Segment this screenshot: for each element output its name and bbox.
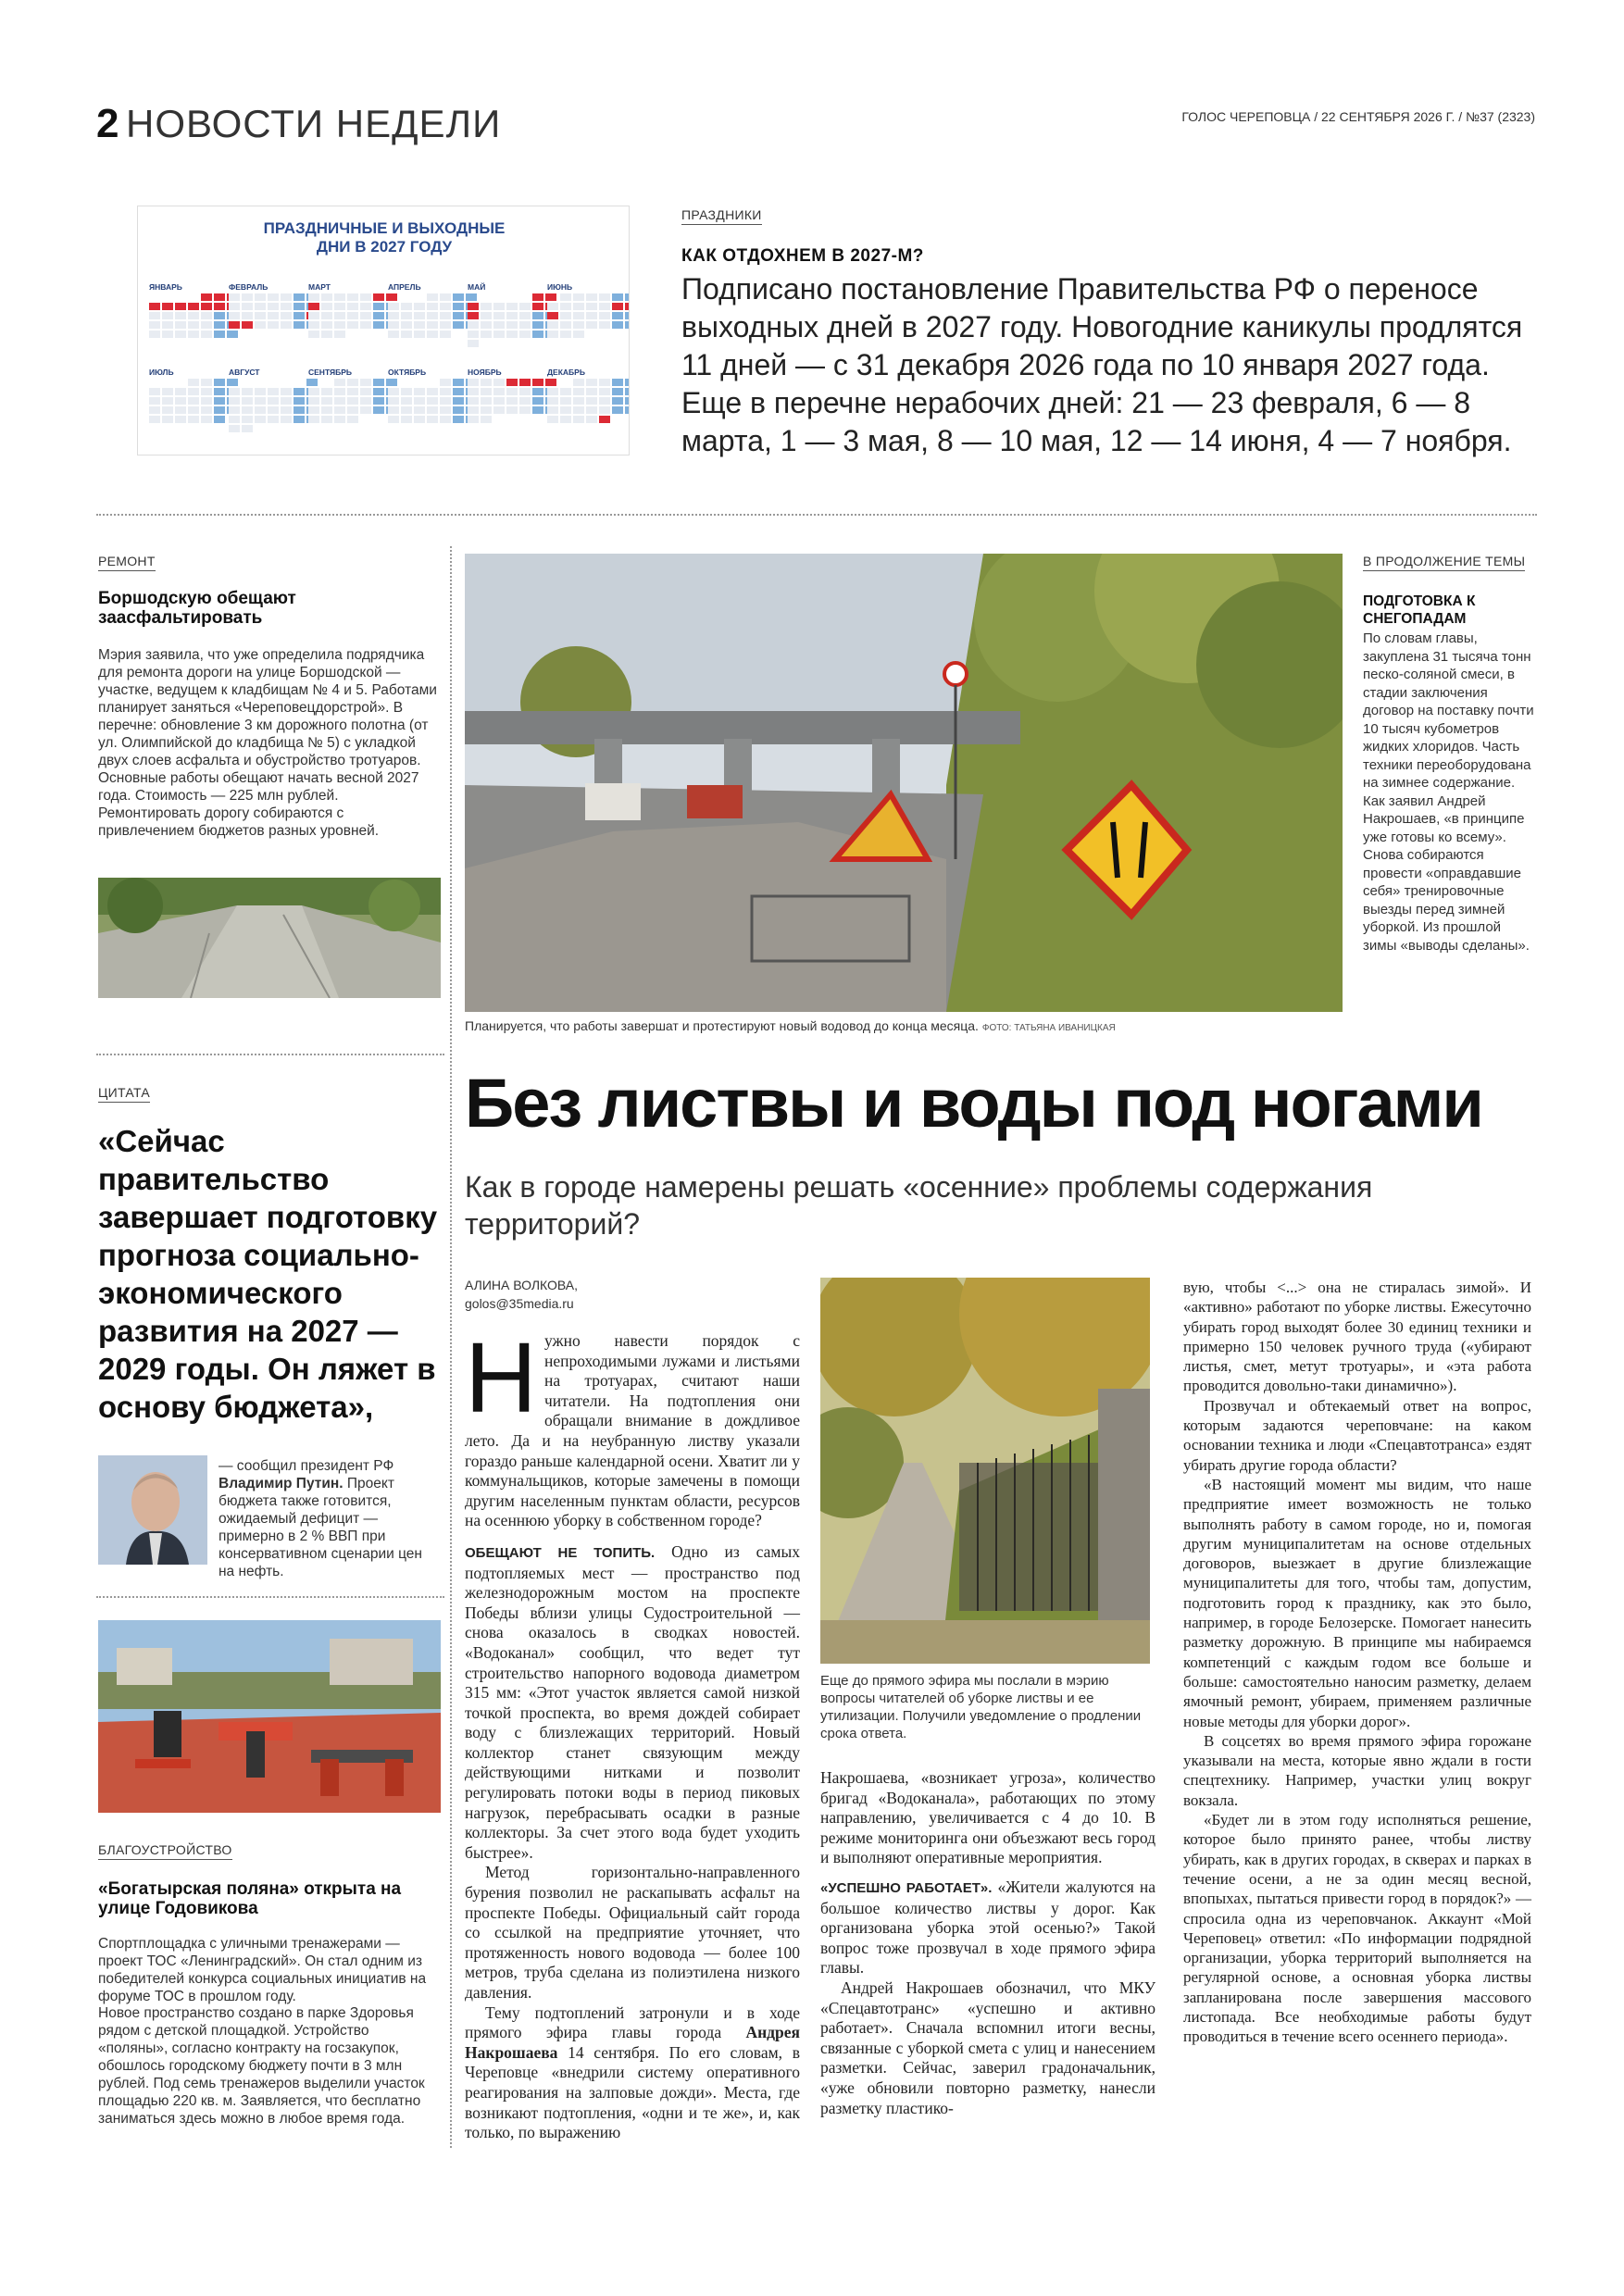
calendar-month [468, 282, 553, 347]
calendar-month [388, 368, 473, 423]
calendar-days [229, 293, 314, 329]
column-divider-left [450, 546, 452, 2148]
article-paragraph-2: ОБЕЩАЮТ НЕ ТОПИТЬ. Одно из самых подтопляемых мест — пространство под железнодорожным мостом на проспекте Победы вблизи улицы Судостроительной — снова оказалось в сводках новостей. «Водоканал» сообщил, что ведет тут строительство напорного водовода диаметром 315 мм: «Этот участок является самой низкой точкой проспекта, во время дождей собирает воду с близлежащих территорий. Новый коллектор станет связующим между действующими нитками и позволит регулировать потоки воды в период пиковых нагрузок, перебрасывать осадки в разные коллекторы. За счет этого вода будет уходить быстрее». [465, 1541, 800, 1862]
article-paragraph-3: Метод горизонтально-направленного бурения позволил не раскапывать асфальт на проспекте Победы. Официальный сайт города со ссылкой на предприятие уточняет, что протяженность нового водовода — более 100 метров, труба сделана из полиэтилена низкого давления. [465, 1863, 800, 2002]
calendar-month-name: ФЕВРАЛЬ [229, 282, 269, 292]
calendar-days [308, 379, 394, 423]
calendar-month [468, 368, 553, 423]
author-email: golos@35media.ru [465, 1296, 574, 1311]
calendar-days [547, 293, 630, 338]
calendar-month [388, 282, 473, 338]
calendar-month-name: МАРТ [308, 282, 331, 292]
continuation-headline: ПОДГОТОВКА К СНЕГОПАДАМ [1363, 593, 1476, 627]
calendar-month-name: АВГУСТ [229, 368, 260, 377]
calendar-days [149, 379, 234, 423]
main-photo-svg [465, 554, 1343, 1012]
section-divider [96, 514, 1537, 516]
calendar-month [308, 368, 394, 423]
park-text-1: Спортплощадка с уличными тренажерами — проект ТОС «Ленинградский». Он стал одним из победителей конкурса социальных инициатив на форуме ТОС в прошлом году. [98, 1936, 427, 2004]
article-paragraph-6: «УСПЕШНО РАБОТАЕТ». «Жители жалуются на большое количество листвы у дорог. Как организована уборка этой осенью?» Такой вопрос тоже прозвучал в ходе прямого эфира главы. [820, 1877, 1156, 1978]
calendar-days [388, 293, 473, 338]
holidays-headline: КАК ОТДОХНЕМ В 2027-М? [681, 246, 924, 266]
section-title: НОВОСТИ НЕДЕЛИ [126, 102, 502, 145]
article-paragraph-10: «В настоящий момент мы видим, что наше предприятие имеет возможность не только выполнять работу в самом городе, но и, помогая другим муниципалитетам на основе отдельных договоров, выезжает в другие близлежащие муниципалитеты для того, чтобы там, допустим, подготовить город к празднику, как это было, например, в городе Белозерске. Помогает нанесить разметку дорожную. В принципе мы набираемся компетенций с каждым годом все больше и больше: самостоятельно наносим разметку, делаем ямочный ремонт, убираем, применяем различные новые методы для уборки дорог». [1183, 1475, 1531, 1730]
article-paragraph-5: Накрошаева, «возникает угроза», количество бригад «Водоканала», работающих по этому направлению, увеличивается с 4 до 10. В режиме мониторинга они объезжают весь город и выполняют оперативные мероприятия. [820, 1768, 1156, 1867]
article-paragraph-11: В соцсетях во время прямого эфира горожане указывали на места, которые явно ждали в гости спецтехнику. Например, участки улиц вокруг вокзала. [1183, 1731, 1531, 1809]
article-paragraph-12: «Будет ли в этом году исполняться решение, которое было принято ранее, чтобы листву убирать, как в других городах, в скверах и парках в течение осени, а не за один месяц весной, впопыхах, пытаться привести город в порядок?» — спросила одна из череповчанок. Аккаунт «Мой Череповец» ответил: «По информации подрядной организации, уборка территорий выполняется на регулярной основе, а основная уборка листвы запланирована после завершения массового листопада. Все необходимые работы будут проводиться в течение всего осеннего периода». [1183, 1811, 1531, 2046]
calendar-month-name: НОЯБРЬ [468, 368, 502, 377]
calendar-month [149, 282, 234, 338]
calendar-month [229, 282, 314, 329]
calendar-month-name: АПРЕЛЬ [388, 282, 421, 292]
repair-rubric: РЕМОНТ [98, 554, 156, 571]
article-paragraph-7: Андрей Накрошаев обозначил, что МКУ «Спецавтотранс» «успешно и активно работает». Сначала вспомнил итоги весны, связанные с уборкой смета с улиц и нанесением разметки. Сейчас, заверил градоначальник, «уже обновили повторно разметку, нанесли разметку пластико- [820, 1978, 1156, 2117]
park-rubric: БЛАГОУСТРОЙСТВО [98, 1842, 232, 1860]
author-name: АЛИНА ВОЛКОВА, [465, 1278, 579, 1292]
calendar-month [229, 368, 314, 432]
road-photo-svg [98, 878, 441, 998]
repair-headline: Боршодскую обещают заасфальтировать [98, 589, 296, 628]
quote-attribution: — сообщил президент РФ Владимир Путин. Проект бюджета также готовится, ожидаемый дефицит — примерно в 2 % ВВП при консервативном сценарии цен на нефть. [219, 1458, 422, 1579]
calendar-month [149, 368, 234, 423]
article-paragraph-8: вую, чтобы <...> она не стиралась зимой». И «активно» работают по уборке листвы. Ежесуточно убирать город выходят более 30 единиц техники и примерно 150 человек ручного труда («убирают листья, смет, метут тротуары», и «эта работа проводится довольно-таки динамично»). [1183, 1279, 1531, 1395]
park-headline: «Богатырская поляна» открыта на улице Годовикова [98, 1879, 402, 1918]
calendar-days [308, 293, 394, 338]
park-photo [98, 1620, 441, 1813]
quote-person: Владимир Путин. [219, 1476, 344, 1491]
article-col-3 [1183, 1278, 1531, 2047]
calendar-month [308, 282, 394, 338]
holidays-text: Подписано постановление Правительства РФ о переносе выходных дней в 2027 году. Новогодние каникулы продлятся 11 дней — с 31 декабря 2026 года по 10 января 2027 года. Еще в перечне нерабочих дней: 21 — 23 февраля, 6 — 8 марта, 1 — 3 мая, 8 — 10 мая, 12 — 14 июня, 4 — 7 ноября. [681, 272, 1523, 457]
calendar-days [388, 379, 473, 423]
calendar-month-name: ЯНВАРЬ [149, 282, 182, 292]
continuation-text: По словам главы, закуплена 31 тысяча тонн пескo-соляной смеси, в стадии заключения договор на поставку почти 10 тысяч кубометров жидких хлоридов. Часть техники переоборудована на зимнее содержание. Как заявил Андрей Накрошаев, «в принципе уже готовы ко всему». Снова собираются провести «оправдавшие себя» тренировочные выезды перед зимней уборкой. Из прошлой зимы «выводы сделаны». [1363, 630, 1534, 954]
park-photo-svg [98, 1620, 441, 1813]
left-divider-2 [96, 1596, 444, 1598]
main-photo [465, 554, 1343, 1012]
calendar-days [547, 379, 630, 423]
masthead: ГОЛОС ЧЕРЕПОВЦА / 22 СЕНТЯБРЯ 2026 Г. / №37 (2323) [1181, 109, 1535, 124]
article-paragraph-1: Нужно навести порядок с непроходимыми лужами и листьями на тротуарах, считают наши читатели. На подтопления они обращали внимание в дождливое лето. Да и на неубранную листву указали гораздо раньше календарной осени. Хватит ли у коммунальщиков, которые замечены в помощи другим населенным пунктам области, ресурсов на осеннюю уборку в собственном городе? [465, 1321, 800, 1530]
calendar-month-name: ИЮНЬ [547, 282, 573, 292]
fence-photo [820, 1278, 1150, 1664]
article-col-2 [820, 1768, 1156, 2118]
quote-rubric: ЦИТАТА [98, 1085, 150, 1103]
road-photo [98, 878, 441, 998]
holidays-rubric: ПРАЗДНИКИ [681, 207, 762, 225]
photo-credit: ФОТО: ТАТЬЯНА ИВАНИЦКАЯ [981, 1023, 1116, 1033]
calendar-month [547, 282, 630, 338]
article-paragraph-4: Тему подтоплений затронули и в ходе прямого эфира главы города Андрея Накрошаева 14 сентября. По его словам, в Череповце «внедрили систему оперативного реагирования на залповые дожди». Места, где возникают подтопления, «одни и те же», и, как только, по выражению [465, 2003, 800, 2142]
putin-portrait [98, 1455, 207, 1565]
left-divider-1 [96, 1054, 444, 1055]
calendar-days [229, 379, 314, 432]
article-col-1 [465, 1321, 800, 2143]
fence-photo-svg [820, 1278, 1150, 1664]
calendar-month-name: ОКТЯБРЬ [388, 368, 427, 377]
park-text-2: Новое пространство создано в парке Здоровья рядом с детской площадкой. Устройство «поляны», согласно контракту на госзакупок, обошлось городскому бюджету почти в 3 млн рублей. Под семь тренажеров выделили участок площадью 220 кв. м. Заявляется, что бесплатно заниматься здесь можно в любое время года. [98, 2005, 425, 2127]
calendar-days [149, 293, 234, 338]
page-number: 2 [96, 101, 119, 146]
article-headline: Без листвы и воды под ногами [465, 1065, 1482, 1142]
calendar-days [468, 379, 553, 423]
calendar-month [547, 368, 630, 423]
fence-photo-caption: Еще до прямого эфира мы послали в мэрию вопросы читателей об уборке листвы и ее утилизации. Получили уведомление о продлении срока ответа. [820, 1673, 1142, 1741]
continuation-rubric: В ПРОДОЛЖЕНИЕ ТЕМЫ [1363, 554, 1525, 571]
portrait-svg [98, 1455, 207, 1565]
repair-text: Мэрия заявила, что уже определила подрядчика для ремонта дороги на улице Боршодской — участке, ведущем к кладбищам № 4 и 5. Работами планирует заняться «Череповецдорстрой». В перечне: обновление 3 км дорожного полотна (от ул. Олимпийской до кладбища № 5) с укладкой двух слоев асфальта и обустройство тротуаров. Основные работы обещают начать весной 2027 года. Стоимость — 225 млн рублей. Ремонтировать дорогу собираются с привлечением бюджетов разных уровней. [98, 647, 437, 839]
article-paragraph-9: Прозвучал и обтекаемый ответ на вопрос, которым задаются череповчане: на каком основании техника и люди «Спецавтотранса» ездят убирать другие города области? [1183, 1396, 1531, 1474]
calendar-month-name: ДЕКАБРЬ [547, 368, 585, 377]
dropcap: Н [465, 1321, 537, 1433]
calendar-month-name: ИЮЛЬ [149, 368, 174, 377]
calendar-title: ПРАЗДНИЧНЫЕ И ВЫХОДНЫЕ ДНИ В 2027 ГОДУ [263, 219, 506, 256]
holiday-calendar-image [137, 206, 630, 455]
quote-text: «Сейчас правительство завершает подготовку прогноза социально-экономического развития на 2027 — 2029 годы. Он ляжет в основу бюджета», [98, 1124, 438, 1424]
calendar-days [468, 293, 553, 347]
calendar-month-name: МАЙ [468, 282, 486, 292]
main-photo-caption: Планируется, что работы завершат и протестируют новый водовод до конца месяца. ФОТО: ТАТЬЯНА ИВАНИЦКАЯ [465, 1018, 1116, 1033]
calendar-month-name: СЕНТЯБРЬ [308, 368, 353, 377]
article-subhead: Как в городе намерены решать «осенние» проблемы содержания территорий? [465, 1170, 1373, 1241]
